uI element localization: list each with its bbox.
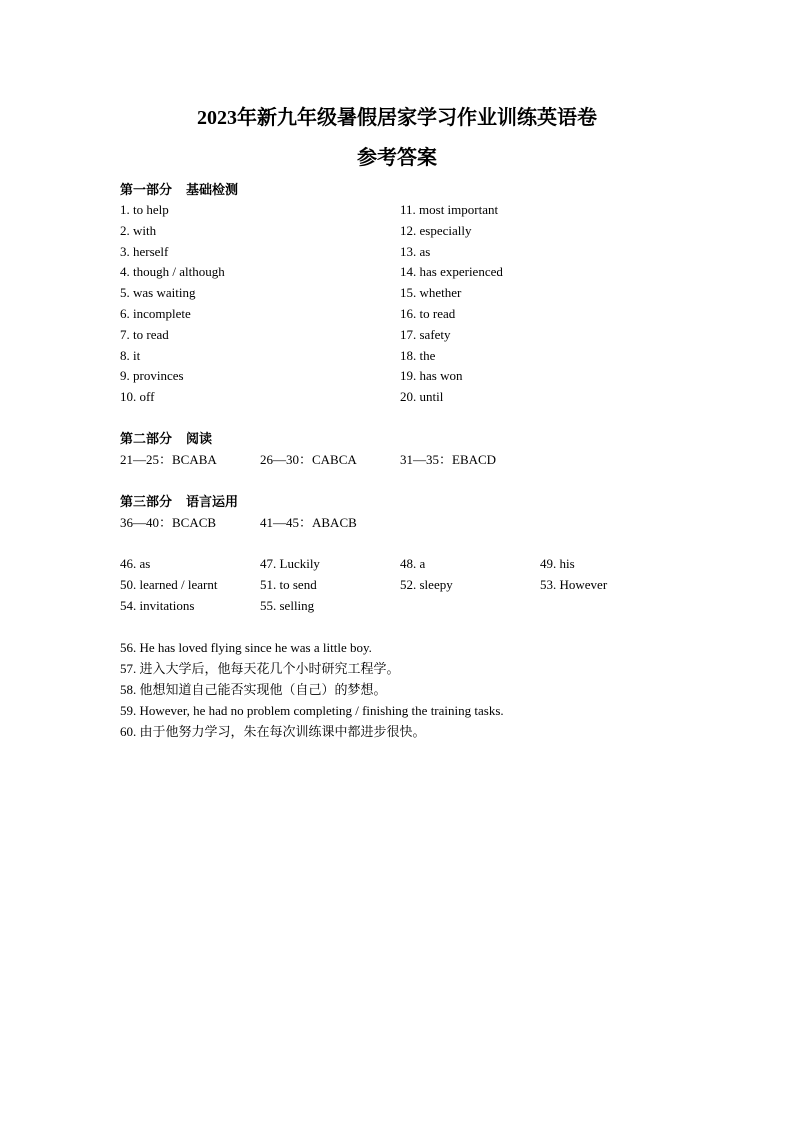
part2-heading-part: 第二部分 [120, 431, 173, 446]
document-subtitle: 参考答案 [357, 147, 437, 169]
answer-item: 13. as [400, 243, 431, 259]
answer-item: 49. his [540, 556, 575, 571]
answer-item: 2. with [120, 222, 157, 238]
part3-heading-name: 语言运用 [186, 494, 239, 509]
answer-item: 18. the [400, 347, 436, 363]
part2-heading [120, 430, 212, 448]
answer-item: 3. herself [120, 243, 169, 259]
part1-heading-part: 第一部分 [120, 182, 173, 197]
answer-item: 7. to read [120, 326, 169, 342]
answer-item: 6. incomplete [120, 305, 191, 321]
answer-item: 17. safety [400, 326, 451, 342]
answer-item: 52. sleepy [400, 576, 453, 592]
part3-heading [120, 493, 238, 511]
answer-item: 4. though / although [120, 264, 225, 280]
answer-item: 20. until [400, 389, 444, 405]
sentence-answer: 57. 进入大学后，他每天花几个小时研究工程学。 [120, 661, 400, 676]
sentence-answer: 60. 由于他努力学习，朱在每次训练课中都进步很快。 [120, 724, 426, 739]
part1-heading [120, 181, 238, 199]
answer-item: 36—40：BCACB [120, 515, 217, 530]
answer-item: 31—35：EBACD [400, 452, 497, 467]
answer-item: 50. learned / learnt [120, 576, 218, 592]
answer-item: 19. has won [400, 368, 463, 384]
answer-item: 10. off [120, 389, 155, 405]
part2-heading-name: 阅读 [186, 431, 213, 446]
answer-item: 8. it [120, 347, 141, 363]
answer-item: 47. Luckily [260, 556, 320, 571]
answer-item: 9. provinces [120, 368, 184, 384]
answer-item: 1. to help [120, 202, 169, 217]
answer-item: 51. to send [260, 576, 317, 592]
answer-item: 53. However [540, 576, 608, 592]
sentence-answers [120, 637, 504, 742]
answer-item: 55. selling [260, 597, 315, 613]
answer-item: 11. most important [400, 202, 499, 217]
sentence-answer: 58. 他想知道自己能否实现他（自己）的梦想。 [120, 682, 387, 697]
answer-item: 16. to read [400, 305, 456, 321]
part3-heading-part: 第三部分 [120, 494, 173, 509]
answer-item: 5. was waiting [120, 285, 196, 301]
part1-heading-name: 基础检测 [186, 182, 239, 197]
answer-item: 12. especially [400, 222, 472, 238]
answer-item: 26—30：CABCA [260, 452, 357, 467]
answer-item: 48. a [400, 556, 426, 571]
document-title: 2023年新九年级暑假居家学习作业训练英语卷 [197, 107, 597, 129]
answer-item: 14. has experienced [400, 264, 503, 280]
answer-item: 15. whether [400, 285, 462, 301]
answer-item: 21—25：BCABA [120, 452, 217, 467]
sentence-answer: 56. He has loved flying since he was a little boy. [120, 640, 372, 655]
sentence-answer: 59. However, he had no problem completing / finishing the training tasks. [120, 703, 504, 718]
answer-item: 46. as [120, 556, 151, 571]
answer-item: 41—45：ABACB [260, 515, 357, 530]
answer-item: 54. invitations [120, 597, 195, 613]
